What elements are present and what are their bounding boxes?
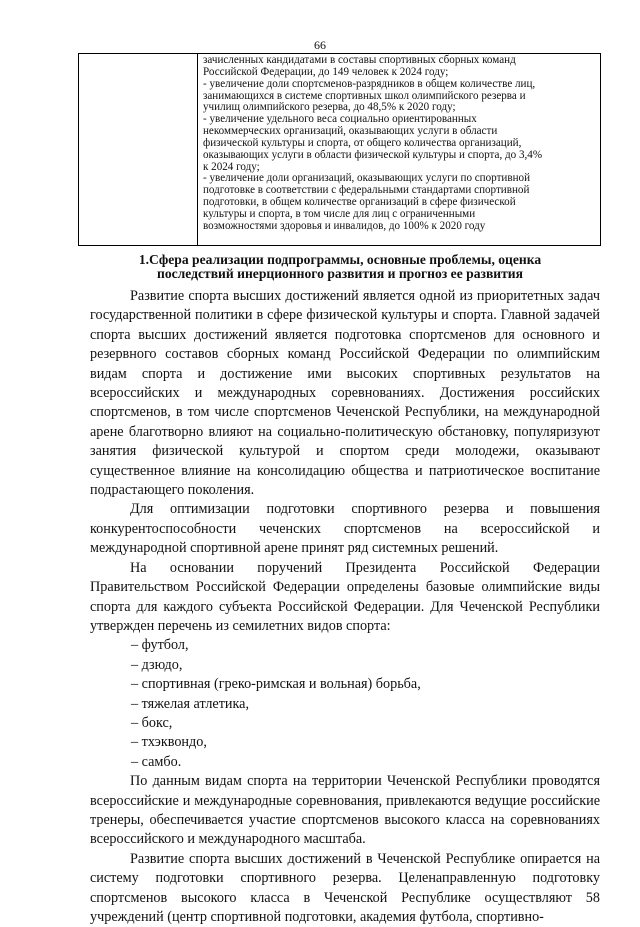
table-line: зачисленных кандидатами в составы спортивных сборных команд <box>203 54 516 66</box>
table-line: подготовки, в общем количестве организаций в сфере физической <box>203 196 516 209</box>
table-line: физической культуры и спорта, от общего количества организаций, <box>203 136 522 149</box>
list-item: – спортивная (греко-римская и вольная) борьба, <box>131 676 421 693</box>
table-line: к 2024 году; <box>203 160 260 173</box>
page-number: 66 <box>314 38 326 52</box>
list-item: – самбо. <box>131 753 182 770</box>
goals-table <box>78 53 601 246</box>
body-text <box>90 287 600 927</box>
table-line: возможностями здоровья и инвалидов, до 100% к 2020 году <box>203 219 486 232</box>
table-left-column <box>79 54 198 245</box>
table-line: Российской Федерации, до 149 человек к 2024 году; <box>203 65 449 78</box>
list-item: – бокс, <box>131 714 173 731</box>
list-item: – футбол, <box>131 637 189 654</box>
table-line: - увеличение удельного веса социально ориентированных <box>203 113 477 126</box>
paragraph: Для оптимизации подготовки спортивного резерва и повышения конкурентоспособности чеченских спортсменов на всероссийской и международной спортивной арене принят ряд системных решений. <box>90 501 600 557</box>
paragraph: На основании поручений Президента Российской Федерации Правительством Российской Федерации определены базовые олимпийские виды спорта для каждого субъекта Российской Федерации. Для Чеченской Республики утвержден перечень из семилетних видов спорта: <box>90 559 600 634</box>
list-item: – тяжелая атлетика, <box>131 695 250 712</box>
table-line: оказывающих услуги в области физической культуры и спорта, до 3,4% <box>203 148 543 161</box>
table-line: училищ олимпийского резерва, до 48,5% к 2020 году; <box>203 101 456 114</box>
table-line: - увеличение доли организаций, оказывающих услуги по спортивной <box>203 172 531 185</box>
table-line: занимающихся в системе спортивных школ олимпийского резерва и <box>203 89 526 102</box>
table-line: подготовке в соответствии с федеральными стандартами спортивной <box>203 184 530 197</box>
paragraph: По данным видам спорта на территории Чеченской Республики проводятся всероссийские и международные соревнования, привлекаются ведущие российские тренеры, обеспечивается участие спортсменов высокого класса на соревнованиях всероссийского и международного масштаба. <box>90 773 600 848</box>
table-line: культуры и спорта, в том числе для лиц с ограниченными <box>203 207 476 220</box>
table-line: - увеличение доли спортсменов-разрядников в общем количестве лиц, <box>203 77 536 90</box>
table-right-column <box>198 54 600 245</box>
paragraph: Развитие спорта высших достижений в Чеченской Республике опирается на систему подготовки спортивного резерва. Целенаправленную подготовку спортсменов высокого класса в Чеченской Республике осуществляют 58 учреждений (центр спортивной подготовки, академия футбола, спортивно- <box>90 850 600 925</box>
paragraph: Развитие спорта высших достижений является одной из приоритетных задач государственной политики в сфере физической культуры и спорта. Главной задачей спорта высших достижений является подготовка спортсменов для основного и резервного составов сборных команд Российской Федерации по олимпийским видам спорта и достижение ими высоких спортивных результатов на всероссийских и международных соревнованиях. Достижения российских спортсменов, в том числе спортсменов Чеченской Республики, на международной арене благотворно влияют на социально-политическую обстановку, популяризуют занятия физической культурой и спортом среди молодежи, оказывают существенное влияние на консолидацию общества и патриотическое воспитание подрастающего поколения. <box>90 288 600 499</box>
list-item: – тхэквондо, <box>131 734 207 751</box>
section-heading-line: 1.Сфера реализации подпрограммы, основные проблемы, оценка <box>138 252 542 267</box>
list-item: – дзюдо, <box>131 656 183 673</box>
section-heading-line: последствий инерционного развития и прогноз ее развития <box>156 266 523 281</box>
table-line: некоммерческих организаций, оказывающих услуги в области <box>203 125 498 138</box>
sports-list <box>90 636 600 772</box>
section-heading <box>70 253 610 281</box>
